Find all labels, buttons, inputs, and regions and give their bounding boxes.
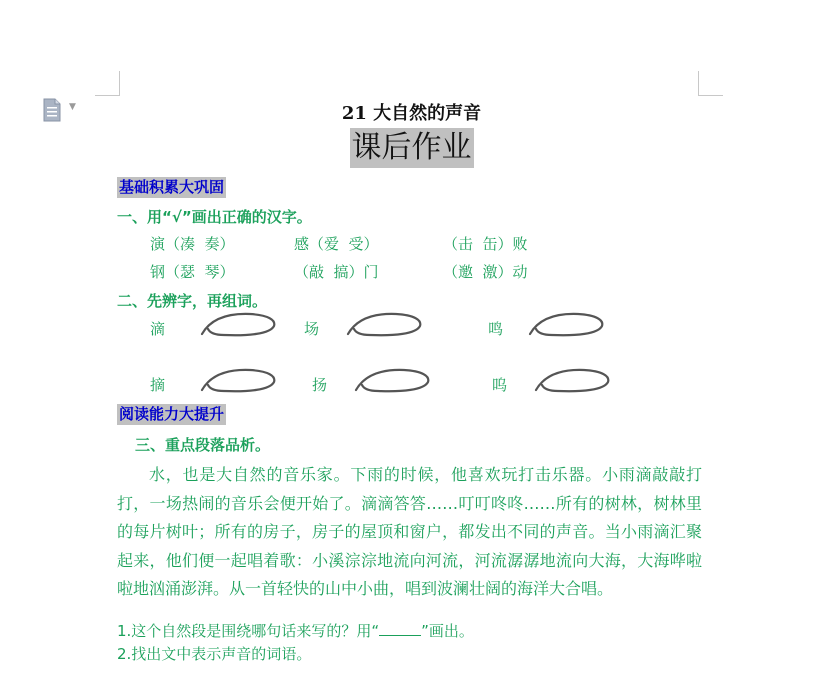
char-item: 呜 [492, 376, 508, 394]
answer-underline[interactable] [379, 621, 421, 636]
reading-passage [117, 461, 702, 604]
question-3: 三、重点段落品析。 [135, 436, 271, 454]
choice-item: （击 缶）败 [443, 235, 528, 253]
sub-question-1-text: 1.这个自然段是围绕哪句话来写的？用“ [117, 622, 380, 640]
char-item: 扬 [312, 376, 328, 394]
char-item: 鸣 [488, 320, 504, 338]
section-heading-reading: 阅读能力大提升 [119, 405, 225, 423]
question-2: 二、先辨字，再组词。 [117, 292, 268, 310]
answer-blank-leaf[interactable] [352, 366, 432, 396]
char-item: 滴 [150, 320, 166, 338]
answer-blank-leaf[interactable] [198, 366, 278, 396]
sub-question-1 [117, 620, 474, 642]
choice-item: （邀 激）动 [443, 263, 528, 281]
answer-blank-leaf[interactable] [526, 310, 606, 340]
sub-question-2: 2.找出文中表示声音的词语。 [117, 645, 312, 663]
choice-item: 钢（瑟 琴） [150, 263, 235, 281]
choice-item: 感（爱 受） [294, 235, 379, 253]
page-corner-top-left [95, 71, 120, 96]
answer-blank-leaf[interactable] [344, 310, 424, 340]
question-1: 一、用“√”画出正确的汉字。 [117, 208, 312, 226]
document-subtitle: 课后作业 [350, 128, 474, 168]
page-corner-top-right [698, 71, 723, 96]
choice-item: （敲 搞）门 [294, 263, 379, 281]
char-item: 摘 [150, 376, 166, 394]
answer-blank-leaf[interactable] [532, 366, 612, 396]
char-item: 场 [304, 320, 320, 338]
passage-text: 水，也是大自然的音乐家。下雨的时候，他喜欢玩打击乐器。小雨滴敲敲打打，一场热闹的音乐会便开始了。滴滴答答……叮叮咚咚……所有的树林，树林里的每片树叶；所有的房子，房子的屋顶和窗户，都发出不同的声音。当小雨滴汇聚起来，他们便一起唱着歌：小溪淙淙地流向河流，河流潺潺地流向大海，大海哗啦啦地汹涌澎湃。从一首轻快的山中小曲，唱到波澜壮阔的海洋大合唱。 [117, 465, 702, 598]
dropdown-caret-icon[interactable]: ▼ [69, 102, 76, 112]
section-heading-basics: 基础积累大巩固 [119, 178, 225, 196]
choice-item: 演（凑 奏） [150, 235, 235, 253]
sub-question-1-suffix: ”画出。 [421, 622, 474, 640]
document-title: 21 大自然的声音 [341, 103, 482, 124]
answer-blank-leaf[interactable] [198, 310, 278, 340]
